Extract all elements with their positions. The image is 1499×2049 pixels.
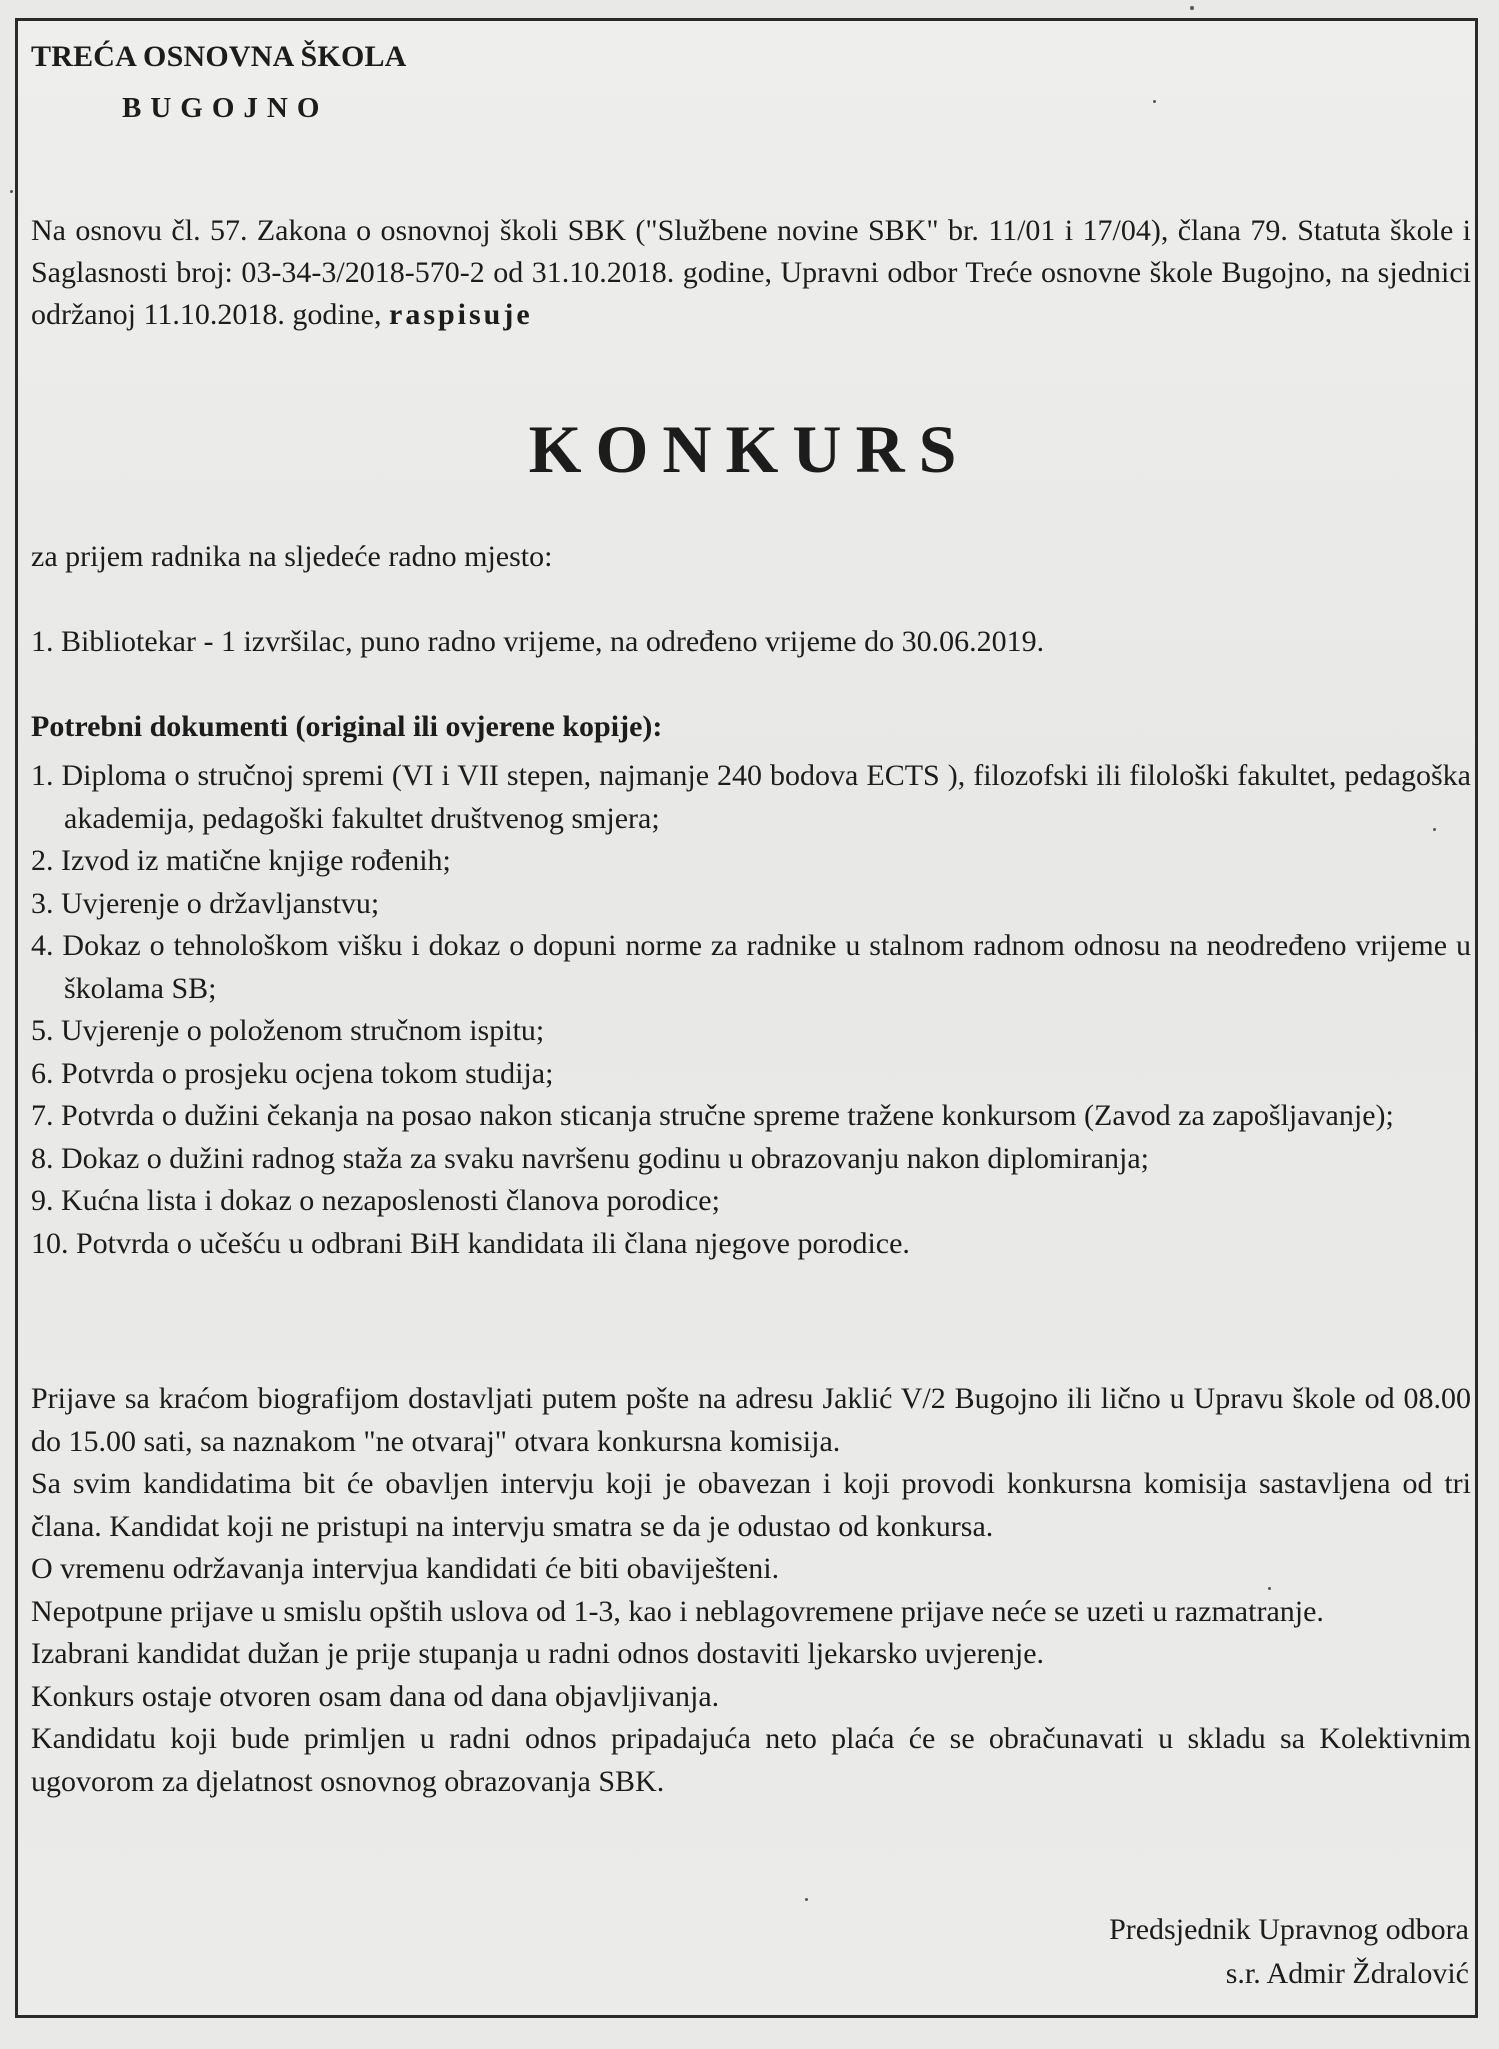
scan-speck [1268, 1587, 1271, 1590]
document-item: 4. Dokaz o tehnološkom višku i dokaz o dopuni norme za radnike u stalnom radnom odnosu na neodređeno vrijeme u školama SB; [31, 929, 1471, 1005]
notice-title: KONKURS [528, 411, 971, 487]
notice-subtitle: za prijem radnika na sljedeće radno mjesto: [31, 540, 553, 573]
document-item: 6. Potvrda o prosjeku ocjena tokom studija; [31, 1056, 554, 1090]
intro-text: Na osnovu čl. 57. Zakona o osnovnoj školi SBK ("Službene novine SBK" br. 11/01 i 17/04), člana 79. Statuta škole i Saglasnosti broj: 03-34-3/2018-570-2 od 31.10.2018. godine, Upravni odbor Treće osnovne škole Bugojno, na sjednici održanoj 11.10.2018. godine, [31, 214, 1471, 331]
note-paragraph: Konkurs ostaje otvoren osam dana od dana objavljivanja. [31, 1679, 720, 1713]
document-item: 7. Potvrda o dužini čekanja na posao nakon sticanja stručne spreme tražene konkursom (Zavod za zapošljavanje); [31, 1099, 1394, 1132]
scan-speck [1433, 828, 1436, 831]
school-city: BUGOJNO [122, 92, 329, 124]
document-item: 9. Kućna lista i dokaz o nezaposlenosti članova porodice; [31, 1184, 720, 1217]
document-item: 3. Uvjerenje o državljanstvu; [31, 886, 380, 920]
document-item: 1. Diploma o stručnoj spremi (VI i VII stepen, najmanje 240 bodova ECTS ), filozofski ili filološki fakultet, pedagoška akademija, pedagoški fakultet društvenog smjera; [31, 759, 1471, 835]
scan-speck [1153, 100, 1156, 103]
scan-speck [10, 190, 13, 193]
scan-speck [805, 1898, 808, 1901]
note-paragraph: Nepotpune prijave u smislu opštih uslova od 1-3, kao i neblagovremene prijave neće se uzeti u razmatranje. [31, 1594, 1324, 1628]
intro-verb: raspisuje [389, 298, 533, 331]
notes-section [31, 1378, 1471, 1803]
note-paragraph: O vremenu održavanja intervjua kandidati će biti obaviješteni. [31, 1552, 780, 1585]
document-item: 5. Uvjerenje o položenom stručnom ispitu; [31, 1014, 545, 1047]
intro-paragraph [31, 210, 1471, 336]
signature-block [1109, 1908, 1469, 1996]
document-item: 2. Izvod iz matične knjige rođenih; [31, 844, 451, 877]
note-paragraph: Izabrani kandidat dužan je prije stupanja u radni odnos dostaviti ljekarsko uvjerenje. [31, 1637, 1045, 1670]
documents-heading: Potrebni dokumenti (original ili ovjerene kopije): [31, 710, 663, 743]
document-item: 8. Dokaz o dužini radnog staža za svaku navršenu godinu u obrazovanju nakon diplomiranja; [31, 1141, 1150, 1175]
note-paragraph: Sa svim kandidatima bit će obavljen intervju koji je obavezan i koji provodi konkursna komisija sastavljena od tri člana. Kandidat koji ne pristupi na intervju smatra se da je odustao od konkursa. [31, 1467, 1471, 1543]
note-paragraph: Kandidatu koji bude primljen u radni odnos pripadajuća neto plaća će se obračunavati u skladu sa Kolektivnim ugovorom za djelatnost osnovnog obrazovanja SBK. [31, 1722, 1471, 1798]
note-paragraph: Prijave sa kraćom biografijom dostavljati putem pošte na adresu Jaklić V/2 Bugojno ili lično u Upravu škole od 08.00 do 15.00 sati, sa naznakom "ne otvaraj" otvara konkursna komisija. [31, 1382, 1471, 1458]
scan-speck [1190, 6, 1194, 10]
signature-name: s.r. Admir Ždralović [1225, 1957, 1469, 1990]
signature-role: Predsjednik Upravnog odbora [1109, 1913, 1469, 1946]
job-position: 1. Bibliotekar - 1 izvršilac, puno radno vrijeme, na određeno vrijeme do 30.06.2019. [31, 625, 1045, 658]
school-name: TREĆA OSNOVNA ŠKOLA [31, 40, 407, 73]
documents-list [31, 755, 1471, 1265]
document-item: 10. Potvrda o učešću u odbrani BiH kandidata ili člana njegove porodice. [31, 1226, 910, 1260]
